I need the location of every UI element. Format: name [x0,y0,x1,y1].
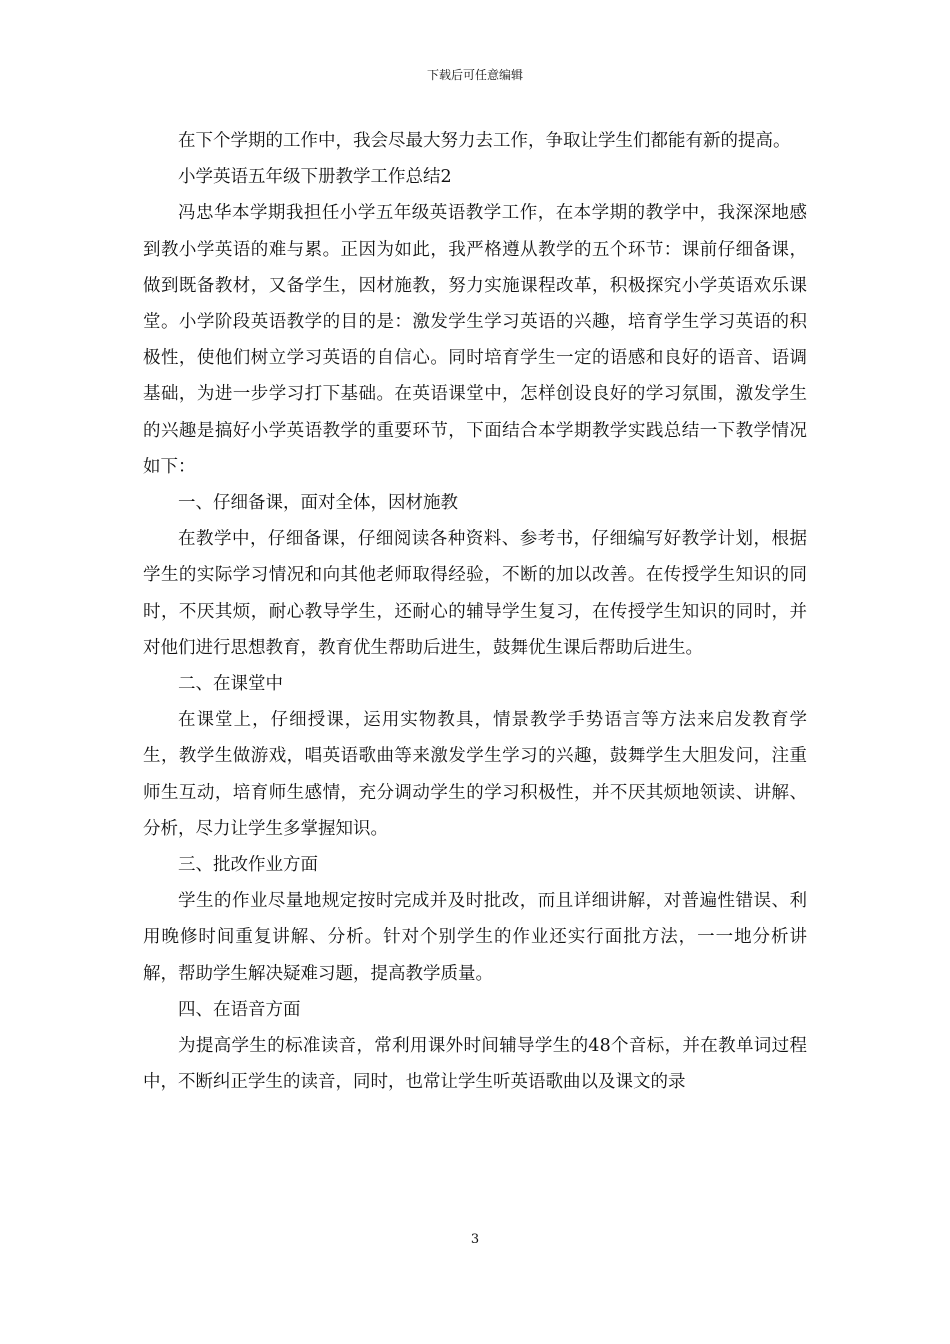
paragraph-pronunciation: 为提高学生的标准读音，常利用课外时间辅导学生的48个音标，并在教单词过程中，不断纠正学生的读音，同时，也常让学生听英语歌曲以及课文的录 [143,1036,807,1093]
paragraph-homework: 学生的作业尽量地规定按时完成并及时批改，而且详细讲解，对普遍性错误、利用晚修时间重复讲解、分析。针对个别学生的作业还实行面批方法，一一地分析讲解，帮助学生解决疑难习题，提高教学质量。 [143,891,807,984]
paragraph-classroom: 在课堂上，仔细授课，运用实物教具，情景教学手势语言等方法来启发教育学生，教学生做游戏，唱英语歌曲等来激发学生学习的兴趣，鼓舞学生大胆发问，注重师生互动，培育师生感情，充分调动学生的学习积极性，并不厌其烦地领读、讲解、分析，尽力让学生多掌握知识。 [143,710,807,839]
document-body [143,123,807,1100]
paragraph-next-term: 在下个学期的工作中，我会尽最大努力去工作，争取让学生们都能有新的提高。 [178,131,791,151]
section-title: 小学英语五年级下册教学工作总结2 [178,167,452,188]
heading-classroom: 二、在课堂中 [178,674,283,695]
page-number: 3 [470,1232,480,1247]
heading-pronunciation: 四、在语音方面 [178,999,301,1020]
page-header-note: 下载后可任意编辑 [426,68,523,82]
heading-homework: 三、批改作业方面 [178,855,318,876]
paragraph-lesson-prep: 在教学中，仔细备课，仔细阅读各种资料、参考书，仔细编写好教学计划，根据学生的实际学习情况和向其他老师取得经验，不断的加以改善。在传授学生知识的同时，不厌其烦，耐心教导学生，还耐心的辅导学生复习，在传授学生知识的同时，并对他们进行思想教育，教育优生帮助后进生，鼓舞优生课后帮助后进生。 [143,529,807,658]
heading-lesson-prep: 一、仔细备课，面对全体，因材施教 [178,493,458,514]
paragraph-intro: 冯忠华本学期我担任小学五年级英语教学工作，在本学期的教学中，我深深地感到教小学英语的难与累。正因为如此，我严格遵从教学的五个环节：课前仔细备课，做到既备教材，又备学生，因材施教，努力实施课程改革，积极探究小学英语欢乐课堂。小学阶段英语教学的目的是：激发学生学习英语的兴趣，培育学生学习英语的积极性，使他们树立学习英语的自信心。同时培育学生一定的语感和良好的语音、语调基础，为进一步学习打下基础。在英语课堂中，怎样创设良好的学习氛围，激发学生的兴趣是搞好小学英语教学的重要环节，下面结合本学期教学实践总结一下教学情况如下： [143,203,807,477]
